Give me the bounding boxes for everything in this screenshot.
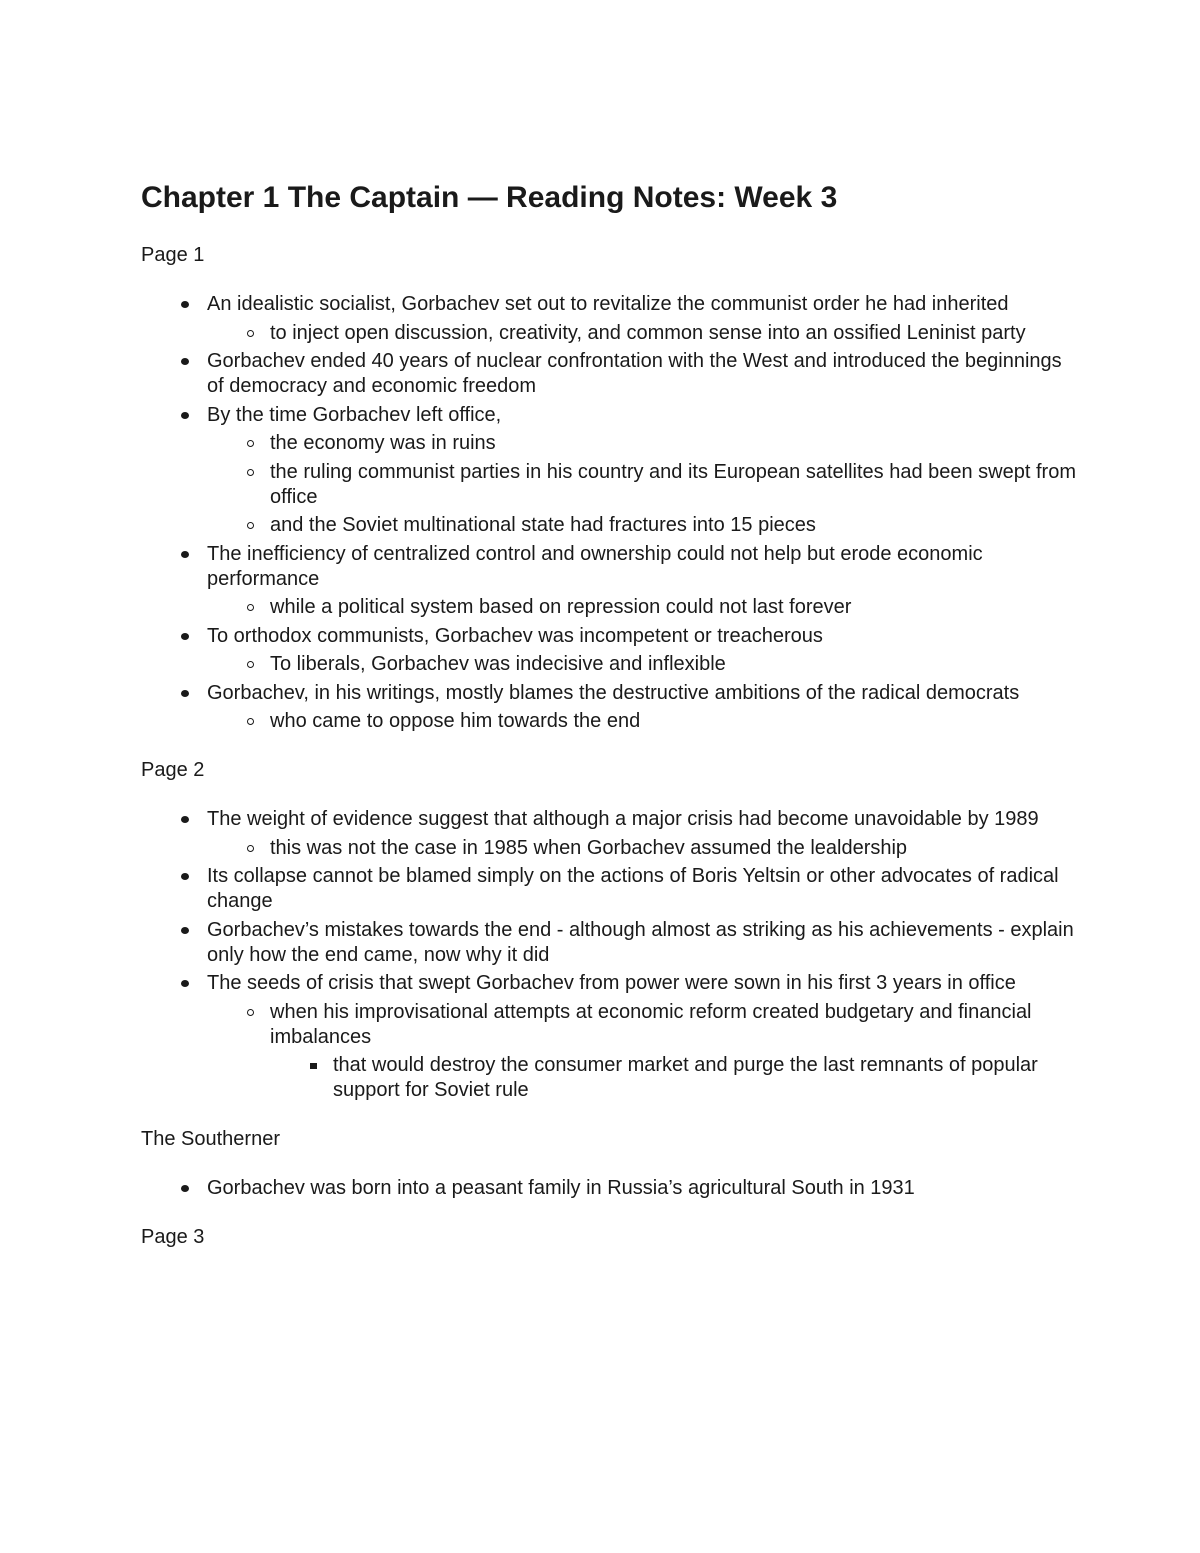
list-item: [141, 1176, 1081, 1201]
sub-list-item: [207, 513, 1081, 538]
list-item: [141, 624, 1081, 678]
bullet-circle-icon: [247, 845, 254, 852]
bullet-disc-icon: [181, 358, 189, 365]
section-label-page-1: Page 1: [141, 244, 205, 266]
sub-list-item: [207, 321, 1081, 346]
list-item-text: Its collapse cannot be blamed simply on the actions of Boris Yeltsin or other advocates of radical change: [207, 865, 1059, 912]
sub-list-item-text: To liberals, Gorbachev was indecisive and inflexible: [270, 653, 726, 675]
document-page: [141, 176, 1081, 1250]
sub-list: [207, 836, 1081, 861]
bullet-disc-icon: [181, 551, 189, 558]
section-label-the-southerner: The Southerner: [141, 1128, 280, 1150]
list-item: [141, 971, 1081, 1103]
sub-list-item-text: who came to oppose him towards the end: [270, 710, 641, 732]
list-item-text: The seeds of crisis that swept Gorbachev from power were sown in his first 3 years in office: [207, 972, 1016, 994]
sub-list: [207, 652, 1081, 677]
list-item-text: Gorbachev ended 40 years of nuclear confrontation with the West and introduced the beginnings of democracy and economic freedom: [207, 350, 1062, 397]
section-label-page-2: Page 2: [141, 759, 205, 781]
sub-list-item: [207, 1000, 1081, 1104]
section-label-page-3: Page 3: [141, 1226, 205, 1248]
list-item: [141, 292, 1081, 346]
list-item: [141, 403, 1081, 539]
list-item-text: An idealistic socialist, Gorbachev set out to revitalize the communist order he had inherited: [207, 293, 1009, 315]
sub-list-item-text: the economy was in ruins: [270, 432, 496, 454]
sub-list-item: [207, 460, 1081, 510]
list-item-text: Gorbachev, in his writings, mostly blames the destructive ambitions of the radical democrats: [207, 681, 1020, 704]
sub-list-item-text: to inject open discussion, creativity, and common sense into an ossified Leninist party: [270, 321, 1026, 344]
sub-list-item: [207, 431, 1081, 456]
bullet-disc-icon: [181, 873, 189, 880]
sub-list-item: [207, 709, 1081, 734]
list-item-text: By the time Gorbachev left office,: [207, 403, 502, 426]
sub-list-item-text: the ruling communist parties in his country and its European satellites had been swept from office: [270, 460, 1076, 508]
bullet-circle-icon: [247, 522, 254, 529]
bullet-disc-icon: [181, 980, 189, 987]
sub-list-item-text: when his improvisational attempts at economic reform created budgetary and financial imbalances: [270, 1000, 1032, 1048]
bullet-circle-icon: [247, 661, 254, 668]
page-1-notes-list: [141, 292, 1081, 734]
bullet-circle-icon: [247, 440, 254, 447]
sub-list: [207, 431, 1081, 538]
bullet-disc-icon: [181, 633, 189, 640]
list-item-text: The inefficiency of centralized control and ownership could not help but erode economic performance: [207, 542, 983, 590]
sub-list: [207, 709, 1081, 734]
list-item: [141, 918, 1081, 968]
bullet-disc-icon: [181, 301, 189, 308]
sub-list: [207, 321, 1081, 346]
list-item: [141, 807, 1081, 861]
bullet-disc-icon: [181, 412, 189, 419]
list-item-text: The weight of evidence suggest that although a major crisis had become unavoidable by 1989: [207, 808, 1039, 830]
bullet-square-icon: [310, 1063, 317, 1069]
bullet-disc-icon: [181, 816, 189, 823]
sub-list-item: [207, 836, 1081, 861]
list-item-text: Gorbachev’s mistakes towards the end - although almost as striking as his achievements - explain only how the end came, now why it did: [207, 918, 1074, 966]
sub-sub-list: [270, 1053, 1081, 1103]
bullet-circle-icon: [247, 330, 254, 337]
sub-list-item-text: and the Soviet multinational state had fractures into 15 pieces: [270, 514, 816, 536]
sub-list: [207, 1000, 1081, 1104]
list-item: [141, 349, 1081, 399]
sub-sub-list-item: [270, 1053, 1081, 1103]
page-2-notes-list: [141, 807, 1081, 1103]
list-item: [141, 864, 1081, 914]
sub-sub-list-item-text: that would destroy the consumer market and purge the last remnants of popular support for Soviet rule: [333, 1054, 1038, 1101]
bullet-circle-icon: [247, 718, 254, 725]
sub-list-item-text: this was not the case in 1985 when Gorbachev assumed the lealdership: [270, 836, 908, 859]
bullet-disc-icon: [181, 690, 189, 697]
bullet-circle-icon: [247, 604, 254, 611]
bullet-disc-icon: [181, 927, 189, 934]
list-item-text: Gorbachev was born into a peasant family in Russia’s agricultural South in 1931: [207, 1177, 915, 1199]
sub-list-item: [207, 652, 1081, 677]
bullet-disc-icon: [181, 1185, 189, 1192]
sub-list-item: [207, 595, 1081, 620]
sub-list: [207, 595, 1081, 620]
document-title: Chapter 1 The Captain — Reading Notes: Week 3: [141, 181, 838, 214]
list-item: [141, 681, 1081, 735]
list-item: [141, 542, 1081, 621]
southerner-notes-list: [141, 1176, 1081, 1201]
bullet-circle-icon: [247, 1009, 254, 1016]
bullet-circle-icon: [247, 469, 254, 476]
list-item-text: To orthodox communists, Gorbachev was incompetent or treacherous: [207, 624, 823, 647]
sub-list-item-text: while a political system based on repression could not last forever: [270, 596, 852, 618]
